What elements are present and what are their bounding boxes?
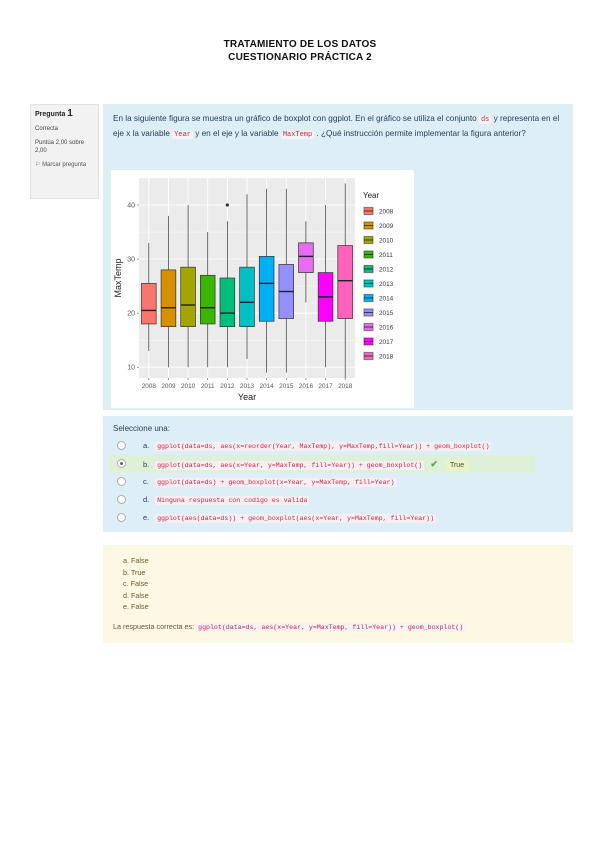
question-info-panel [30,104,99,199]
legend-item-2013 [363,279,394,289]
x-tick-label: 2012 [220,383,235,390]
question-status: Correcta [35,126,59,132]
option-letter: b. [143,460,150,469]
x-tick-label: 2018 [338,383,353,390]
radio-button[interactable] [117,495,126,504]
legend-item-2017 [363,337,394,347]
feedback-panel [103,545,573,643]
answers-panel [103,416,573,532]
answer-option-e[interactable] [113,509,563,527]
legend-label: 2012 [379,266,394,274]
feedback-item: b. True [123,567,146,577]
box-body [240,267,255,326]
correct-answer-prefix: La respuesta correcta es: [113,621,197,631]
x-tick-label: 2016 [298,383,314,390]
x-tick-label: 2010 [180,383,196,390]
inline-code-y-var: MaxTemp [282,131,313,139]
legend-item-2012 [363,264,394,274]
feedback-item: e. False [123,602,149,611]
boxplot-figure [111,170,414,408]
y-tick-label: 20 [127,310,135,318]
inline-code-x-var: Year [174,131,191,139]
flag-question-link[interactable] [35,161,94,169]
box-body [299,243,314,273]
legend-item-2018 [363,351,394,361]
chart-legend [363,191,394,361]
option-code: ggplot(data=ds, aes(x=Year, y=MaxTemp, fill=Year)) + geom_boxplot() [157,462,423,469]
result-badge: True [445,460,469,471]
legend-label: 2017 [379,339,394,346]
x-tick-label: 2008 [141,383,156,390]
legend-label: 2008 [379,208,394,216]
feedback-item: a. False [123,556,149,565]
document-title-line1: TRATAMIENTO DE LOS DATOS [223,39,377,50]
x-tick-label: 2017 [318,383,333,390]
question-number [35,110,94,119]
answer-option-a[interactable] [113,437,563,455]
question-panel [103,104,573,410]
correct-answer-text [113,622,563,631]
document-title-line2: CUESTIONARIO PRÁCTICA 2 [228,52,372,63]
question-number-value: 1 [67,108,73,119]
legend-item-2008 [363,206,394,216]
legend-item-2016 [363,322,394,332]
option-code: ggplot(data=ds) + geom_boxplot(x=Year, y=MaxTemp, fill=Year) [157,479,395,486]
x-tick-label: 2013 [239,383,255,390]
outlier-point [226,203,229,206]
legend-label: 2015 [379,310,394,317]
question-label: Pregunta [35,111,66,118]
feedback-item: c. False [123,579,149,588]
answer-option-d[interactable] [113,491,563,509]
option-letter: c. [143,477,149,486]
option-code: ggplot(data=ds, aes(x=reorder(Year, MaxTemp), y=MaxTemp,fill=Year)) + geom_boxplot() [157,443,490,450]
x-tick-label: 2011 [200,383,215,390]
box-body [200,275,215,324]
x-axis-title: Year [237,392,257,402]
radio-button-checked[interactable] [117,459,126,468]
box-body [161,270,176,327]
option-letter: a. [143,441,150,450]
answers-prompt: Seleccione una: [113,424,170,433]
question-score: Puntúa 2,00 sobre 2,00 [35,140,85,154]
y-tick-label: 30 [127,256,135,264]
inline-code-dataset: ds [480,116,490,124]
legend-label: 2018 [379,353,394,361]
box-body [181,267,196,326]
y-tick-label: 10 [127,364,135,372]
box-body [220,278,235,327]
option-code: ggplot(aes(data=ds)) + geom_boxplot(aes(x=Year, y=MaxTemp, fill=Year)) [157,515,435,522]
option-code: Ninguna respuesta con codigo es valida [157,497,308,504]
boxplot-chart [111,170,414,408]
legend-label: 2011 [379,252,393,259]
y-tick-label: 40 [127,202,135,210]
check-icon: ✔ [430,459,438,469]
legend-item-2011 [363,250,393,260]
question-text-part: En la siguiente figura se muestra un gráfico de boxplot con ggplot. En el gráfico se utiliza el conjunto [113,114,479,123]
legend-label: 2014 [379,295,394,303]
option-letter: d. [143,495,150,504]
question-text-part: y en el eje y la variable [192,129,281,138]
answer-option-b[interactable] [109,455,535,473]
x-tick-label: 2009 [161,383,176,390]
box-body [338,246,353,319]
legend-item-2009 [363,221,394,231]
flag-icon: ⚐ [35,162,41,168]
option-letter: e. [143,513,150,522]
question-text-part: . ¿Qué instrucción permite implementar la figura anterior? [314,129,526,138]
x-tick-label: 2015 [279,383,294,390]
legend-label: 2009 [379,223,394,230]
x-tick-label: 2014 [259,383,274,390]
legend-item-2014 [363,293,394,303]
legend-title: Year [363,191,380,200]
answer-option-c[interactable] [113,473,563,491]
question-text-part: y representa en el eje x la variable [113,114,560,138]
correct-answer-code: ggplot(data=ds, aes(x=Year, y=MaxTemp, fill=Year)) + geom_boxplot() [198,623,464,631]
legend-item-2010 [363,235,394,245]
legend-label: 2013 [379,281,394,288]
document-title [0,38,600,64]
flag-label: Marcar pregunta [42,162,87,168]
box-body [141,283,156,324]
radio-button[interactable] [117,441,126,450]
legend-item-2015 [363,308,394,318]
radio-button[interactable] [117,477,126,486]
question-text [113,112,565,142]
legend-label: 2016 [379,324,394,332]
feedback-item: d. False [123,590,149,600]
legend-label: 2010 [379,237,394,245]
radio-button[interactable] [117,513,126,522]
y-axis-title: MaxTemp [113,258,123,298]
box-body [259,256,274,321]
feedback-list [113,555,563,613]
